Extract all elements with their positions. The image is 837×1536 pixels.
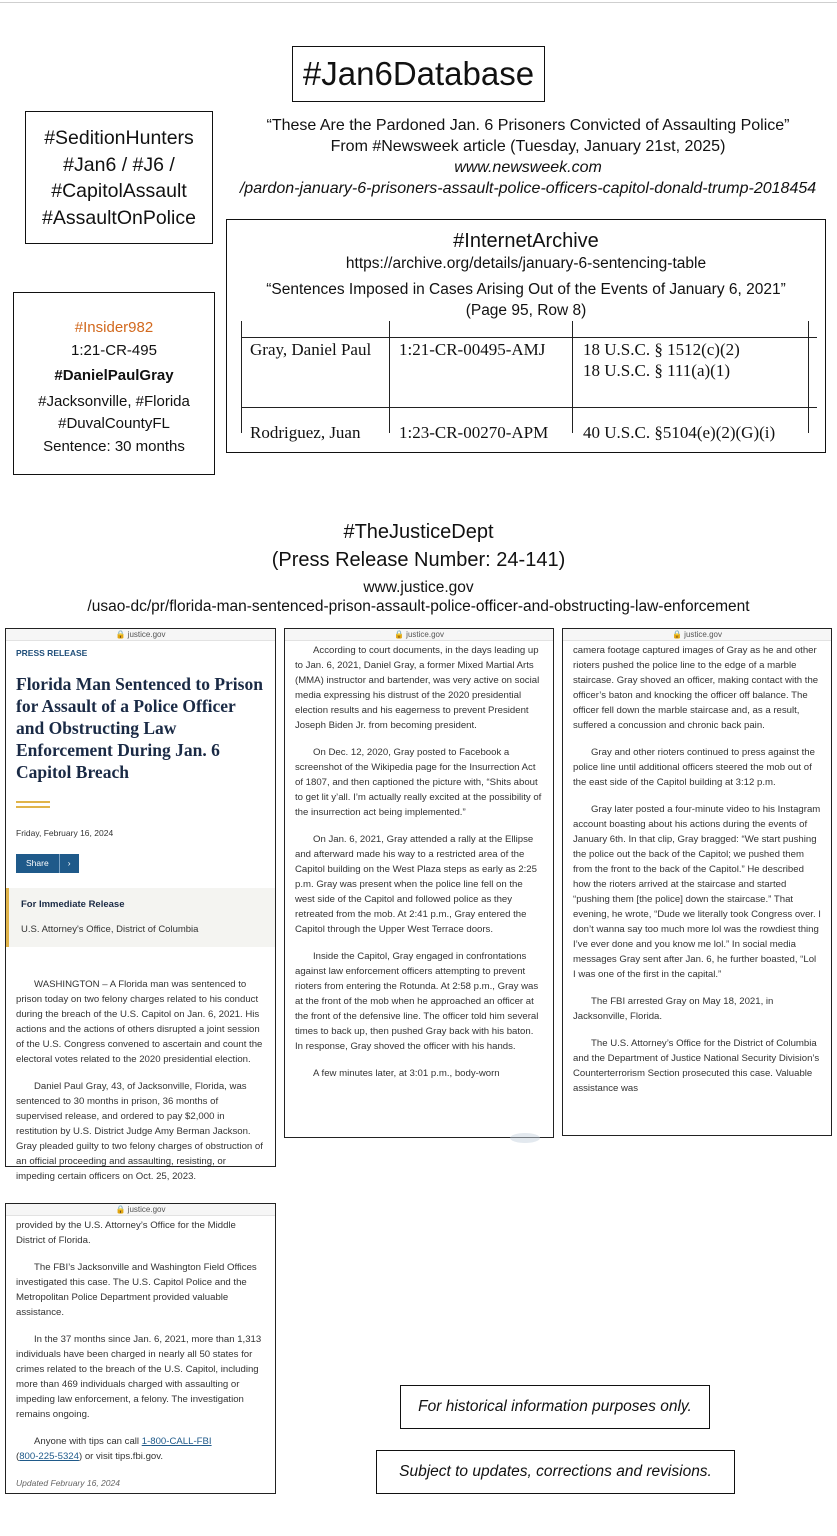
accent-rule [16, 806, 50, 808]
browser-address-bar: 🔒 justice.gov [6, 1204, 275, 1216]
article-paragraph: The U.S. Attorney’s Office for the District of Columbia and the Department of Justice National Security Division’s Counterterrorism Section prosecuted this case. Valuable assistance was [573, 1038, 820, 1094]
doj-heading: #TheJusticeDept [343, 521, 494, 543]
newsweek-quote: “These Are the Pardoned Jan. 6 Prisoners Convicted of Assaulting Police” [266, 117, 790, 134]
updates-disclaimer: Subject to updates, corrections and revisions. [399, 1463, 712, 1480]
table-cell-name: Gray, Daniel Paul [250, 340, 372, 359]
updates-disclaimer-box [376, 1450, 735, 1494]
article-paragraph: According to court documents, in the days leading up to Jan. 6, 2021, Daniel Gray, a former Mixed Martial Arts (MMA) instructor and bartender, was very active on social media expressing his distrust of the 2020 presidential election results and his eagerness to prevent President Joseph Biden Jr. from becoming president. [295, 645, 540, 731]
hashtag-line: #AssaultOnPolice [42, 206, 196, 229]
share-button[interactable] [16, 854, 79, 873]
share-label: Share [26, 858, 49, 868]
article-paragraph: WASHINGTON – A Florida man was sentenced to prison today on two felony charges related to his conduct during the breach of the U.S. Capitol on Jan. 6, 2021. His actions and the actions of others disrupted a joint session of the U.S. Congress convened to ascertain and count the electoral votes related to the 2020 presidential election. [16, 979, 263, 1065]
press-release-headline: Florida Man Sentenced to Prison for Assault of a Police Officer and Obstructing Law Enforcement During Jan. 6 Capitol Breach [16, 674, 263, 782]
table-cell-statute: 18 U.S.C. § 1512(c)(2) [583, 340, 740, 359]
tips-open: ( [16, 1451, 20, 1462]
newsweek-url-domain: www.newsweek.com [454, 159, 602, 176]
table-rule [572, 321, 573, 433]
table-rule [241, 407, 817, 408]
location-tag: #Jacksonville, #Florida [38, 392, 190, 410]
accent-rule [16, 801, 50, 803]
top-divider [0, 2, 837, 3]
hashtag-line: #Jan6 / #J6 / [63, 153, 175, 176]
scroll-indicator [510, 1133, 540, 1143]
article-paragraph: On Jan. 6, 2021, Gray attended a rally at the Ellipse and afterward made his way to a restricted area of the Capitol building on the West Plaza steps as early as 2:25 p.m. Gray was present when the police line fell on the west side of the Capitol and followed police as they retreated from the mob. At 2:41 p.m., Gray entered the Capitol through the Upper West Terrace doors. [295, 834, 537, 935]
table-cell-statute-next: 40 U.S.C. §5104(e)(2)(G)(i) [583, 423, 776, 442]
fbi-tip-line-link[interactable]: 1-800-CALL-FBI [141, 1436, 212, 1447]
browser-address-bar: 🔒 justice.gov [6, 629, 275, 641]
updated-date: Updated February 16, 2024 [16, 1478, 120, 1488]
article-paragraph: Inside the Capitol, Gray engaged in confrontations against law enforcement officers attempting to prevent rioters from entering the Rotunda. At 2:58 p.m., Gray was at the front of the mob when he approached an officer at the front of the defensive line. The officer told him several times to back up, then pushed Gray back with his baton. In response, Gray shoved the officer with his hands. [295, 951, 539, 1052]
article-paragraph: On Dec. 12, 2020, Gray posted to Facebook a screenshot of the Wikipedia page for the Insurrection Act of 1807, and then captioned the picture with, “Shits about to get lit y’all. I’m actually really excited at the possibility of the insurrection act being implemented.” [295, 747, 542, 818]
internet-archive-box [226, 219, 826, 453]
press-release-number: (Press Release Number: 24-141) [271, 549, 566, 571]
tips-paragraph [16, 1434, 265, 1464]
historical-disclaimer: For historical information purposes only. [418, 1398, 692, 1415]
article-paragraph: provided by the U.S. Attorney’s Office for the Middle District of Florida. [16, 1220, 236, 1246]
hashtag-line: #SeditionHunters [44, 127, 194, 149]
table-rule [241, 321, 242, 433]
release-info-box [6, 888, 275, 947]
press-release-date: Friday, February 16, 2024 [16, 828, 114, 838]
sentence: Sentence: 30 months [43, 437, 185, 455]
browser-address-bar: 🔒 justice.gov [285, 629, 553, 641]
press-release-screenshot-1 [5, 628, 276, 1182]
table-rule [808, 321, 809, 433]
press-release-screenshot-2 [284, 628, 554, 1138]
article-paragraph: A few minutes later, at 3:01 p.m., body-worn [313, 1068, 500, 1079]
defendant-name-tag: #DanielPaulGray [54, 367, 174, 384]
sentencing-table-excerpt [241, 321, 817, 442]
newsweek-source: From #Newsweek article (Tuesday, January 21st, 2025) [330, 138, 726, 155]
article-paragraph: Daniel Paul Gray, 43, of Jacksonville, Florida, was sentenced to 30 months in prison, 36 months of supervised release, and ordered to pay $2,000 in restitution by U.S. District Judge Amy Berman Jackson. Gray pleaded guilty to two felony charges of obstruction of an official proceeding and assaulting, resisting, or impeding certain officers on Oct. 25, 2023. [16, 1081, 263, 1182]
article-paragraph: camera footage captured images of Gray as he and other rioters pushed the police line to the edge of a marble staircase. Gray shoved an officer, making contact with the officer’s baton and knocking the officer off balance. The officer fell down the marble staircase and, as a result, suffered a concussion and chronic back pain. [573, 645, 819, 731]
newsweek-citation [222, 115, 834, 199]
article-paragraph: Gray later posted a four-minute video to his Instagram account boasting about his actions during the events of January 6th. In that clip, Gray bragged: “We start pushing the police out the back of the Capitol; we pushed them from the front to the back of the Capitol.” He described how the rioters arrived at the staircase and started “pushing them [the police] down the staircase.” That evening, he wrote, “Dude we literally took Congress over. I don’t wanna say too much more lol was the rowdiest thing I’ve ever done and you know me lol.” In social media messages Gray sent after Jan. 6, he further boasted, “Lol I was one of the first in the capital.” [573, 804, 821, 980]
article-paragraph: The FBI’s Jacksonville and Washington Field Offices investigated this case. The U.S. Capitol Police and the Metropolitan Police Department provided valuable assistance. [16, 1262, 257, 1318]
archive-heading: #InternetArchive [453, 230, 599, 252]
fbi-phone-link[interactable]: 800-225-5324 [19, 1451, 79, 1462]
case-number: 1:21-CR-495 [71, 341, 157, 359]
page-title: #Jan6Database [302, 55, 535, 92]
article-paragraph: The FBI arrested Gray on May 18, 2021, in Jacksonville, Florida. [573, 996, 774, 1022]
page-title-box [292, 46, 545, 102]
table-rule [241, 337, 817, 338]
table-rule [389, 321, 390, 433]
press-release-label: PRESS RELEASE [16, 648, 88, 658]
release-title: For Immediate Release [21, 899, 125, 910]
press-release-screenshot-4 [5, 1203, 276, 1494]
press-release-screenshot-3 [562, 628, 832, 1136]
archive-url: https://archive.org/details/january-6-sentencing-table [345, 255, 707, 272]
archive-doc-title: “Sentences Imposed in Cases Arising Out of the Events of January 6, 2021” [266, 281, 786, 298]
table-cell-case-next: 1:23-CR-00270-APM [399, 423, 549, 442]
defendant-summary-box [13, 292, 215, 475]
table-cell-statute: 18 U.S.C. § 111(a)(1) [583, 361, 730, 380]
hashtag-line: #CapitolAssault [51, 180, 187, 202]
article-paragraph: In the 37 months since Jan. 6, 2021, more than 1,313 individuals have been charged in nearly all 50 states for crimes related to the breach of the U.S. Capitol, including more than 469 individuals charged with assaulting or impeding law enforcement, a felony. The investigation remains ongoing. [16, 1334, 262, 1420]
insider-handle: #Insider982 [74, 319, 154, 336]
county-tag: #DuvalCountyFL [58, 415, 170, 432]
historical-disclaimer-box [400, 1385, 710, 1429]
archive-page-ref: (Page 95, Row 8) [465, 302, 587, 319]
doj-url-path: /usao-dc/pr/florida-man-sentenced-prison-assault-police-officer-and-obstructing-law-enforcement [87, 598, 750, 615]
table-cell-case: 1:21-CR-00495-AMJ [399, 340, 546, 359]
newsweek-url-path: /pardon-january-6-prisoners-assault-police-officers-capitol-donald-trump-2018454 [239, 180, 817, 197]
table-cell-name-next: Rodriguez, Juan [250, 423, 361, 442]
doj-citation [0, 518, 837, 616]
article-paragraph: Gray and other rioters continued to press against the police line until additional officers steered the mob out of the east side of the Capitol building at 3:12 p.m. [573, 747, 815, 788]
hashtags-box [25, 111, 213, 244]
release-source: U.S. Attorney's Office, District of Columbia [21, 924, 199, 935]
doj-url-domain: www.justice.gov [363, 579, 474, 596]
tips-prefix: Anyone with tips can call [34, 1436, 142, 1447]
chevron-right-icon: › [59, 854, 79, 873]
tips-suffix: ) or visit tips.fbi.gov. [78, 1451, 164, 1462]
browser-address-bar: 🔒 justice.gov [563, 629, 831, 641]
